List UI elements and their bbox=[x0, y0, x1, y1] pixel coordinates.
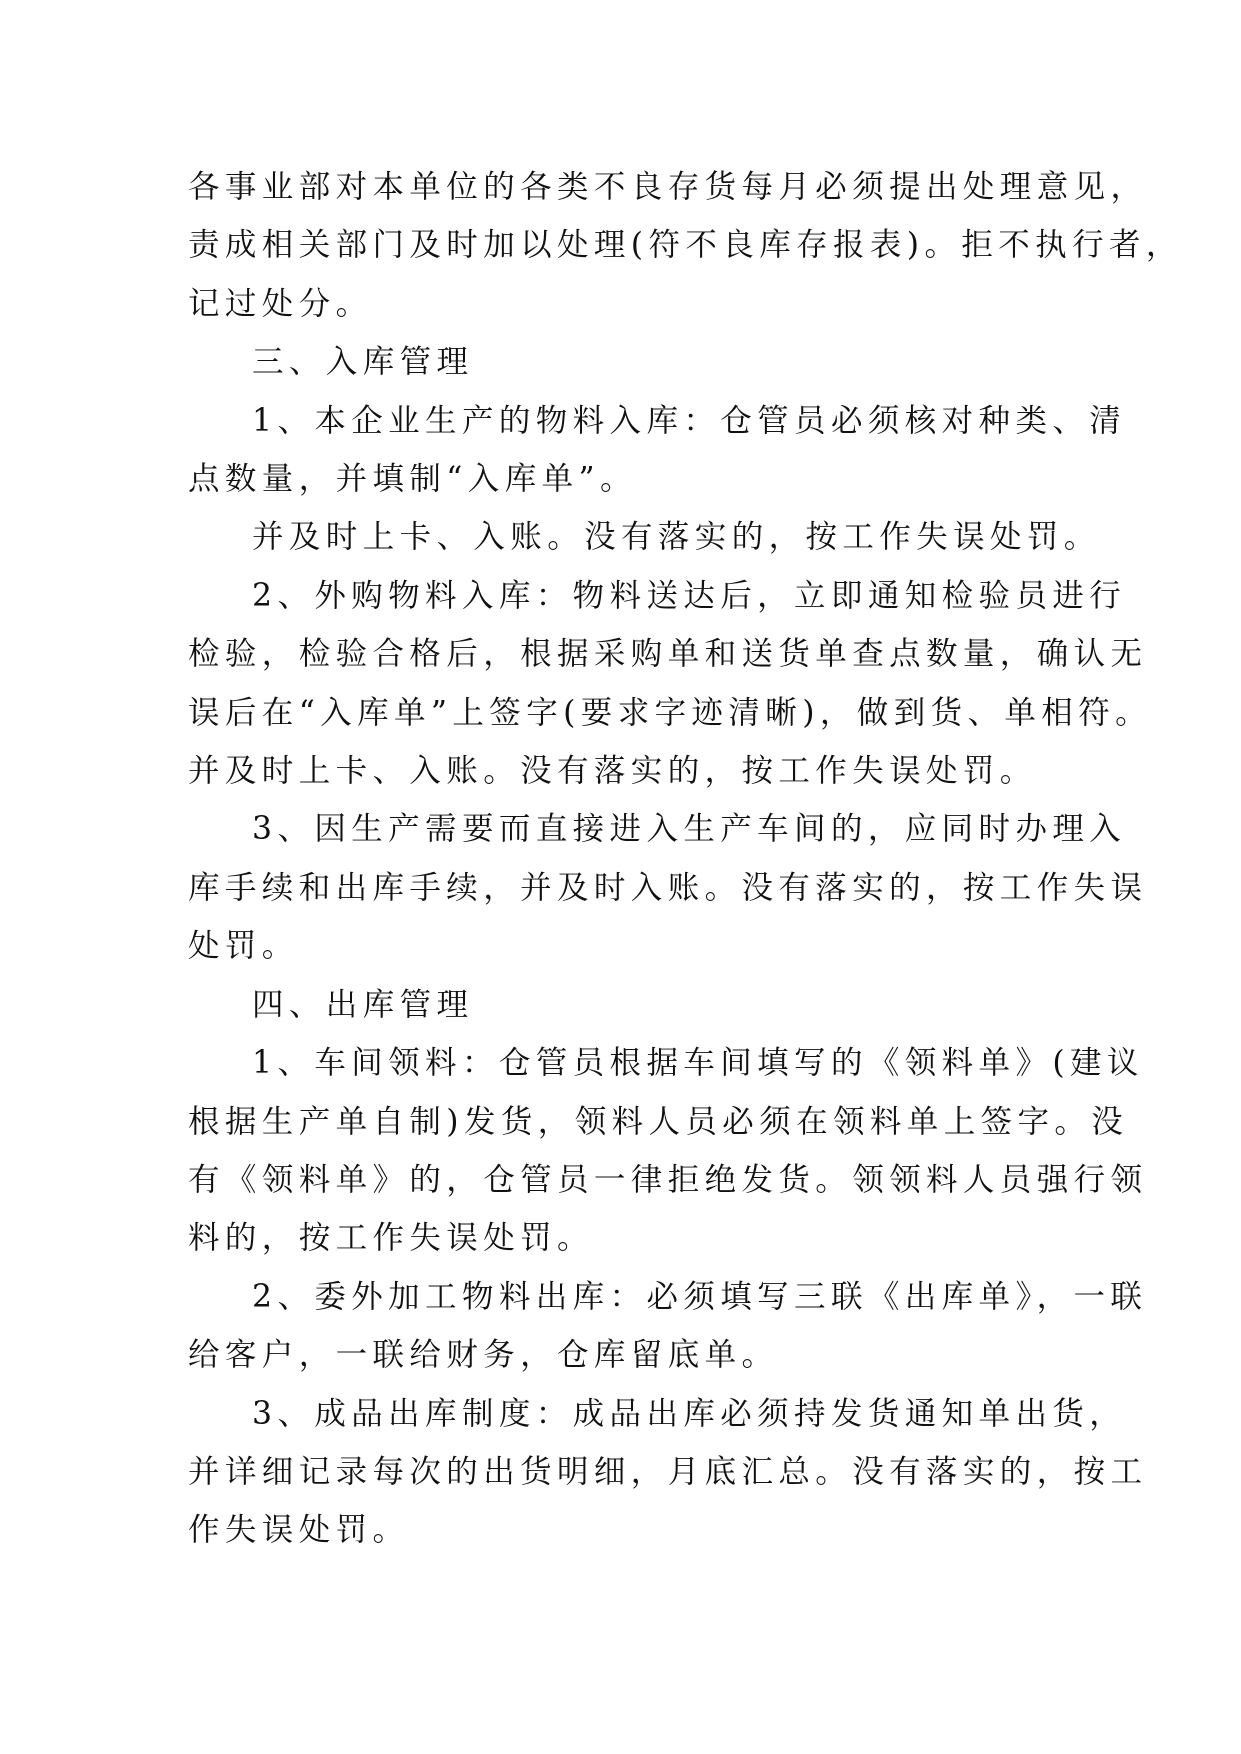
text-line: 检验，检验合格后，根据采购单和送货单查点数量，确认无 bbox=[188, 636, 1148, 673]
document-body bbox=[188, 158, 1183, 1560]
text-line: 3、因生产需要而直接进入生产车间的，应同时办理入 bbox=[252, 811, 1127, 848]
text-line: 3、成品出库制度：成品出库必须持发货通知单出货， bbox=[252, 1395, 1127, 1432]
text-line: 给客户，一联给财务，仓库留底单。 bbox=[188, 1337, 779, 1374]
text-line: 料的，按工作失误处罚。 bbox=[188, 1220, 594, 1257]
text-line: 根据生产单自制)发货，领料人员必须在领料单上签字。没 bbox=[188, 1103, 1129, 1140]
text-line: 并及时上卡、入账。没有落实的，按工作失误处罚。 bbox=[188, 753, 1037, 790]
text-line: 各事业部对本单位的各类不良存货每月必须提出处理意见， bbox=[188, 169, 1148, 205]
section-heading: 四、出库管理 bbox=[252, 986, 474, 1023]
text-line: 记过处分。 bbox=[188, 285, 373, 322]
text-line: 2、外购物料入库：物料送达后，立即通知检验员进行 bbox=[252, 577, 1127, 614]
text-line: 误后在“入库单”上签字(要求字迹清晰)，做到货、单相符。 bbox=[188, 694, 1152, 731]
text-line: 库手续和出库手续，并及时入账。没有落实的，按工作失误 bbox=[188, 869, 1148, 906]
text-line: 处罚。 bbox=[188, 928, 299, 965]
text-line: 并详细记录每次的出货明细，月底汇总。没有落实的，按工 bbox=[188, 1453, 1148, 1490]
text-line: 作失误处罚。 bbox=[188, 1512, 410, 1549]
text-line: 责成相关部门及时加以处理(符不良库存报表)。拒不执行者， bbox=[188, 227, 1183, 264]
text-line: 点数量，并填制“入库单”。 bbox=[188, 461, 637, 498]
text-line: 有《领料单》的，仓管员一律拒绝发货。领领料人员强行领 bbox=[188, 1161, 1148, 1198]
section-heading: 三、入库管理 bbox=[252, 344, 474, 381]
text-line: 并及时上卡、入账。没有落实的，按工作失误处罚。 bbox=[252, 519, 1101, 556]
text-line: 1、车间领料：仓管员根据车间填写的《领料单》(建议 bbox=[252, 1045, 1144, 1082]
text-line: 2、委外加工物料出库：必须填写三联《出库单》，一联 bbox=[252, 1278, 1148, 1315]
text-line: 1、本企业生产的物料入库：仓管员必须核对种类、清 bbox=[252, 402, 1127, 439]
